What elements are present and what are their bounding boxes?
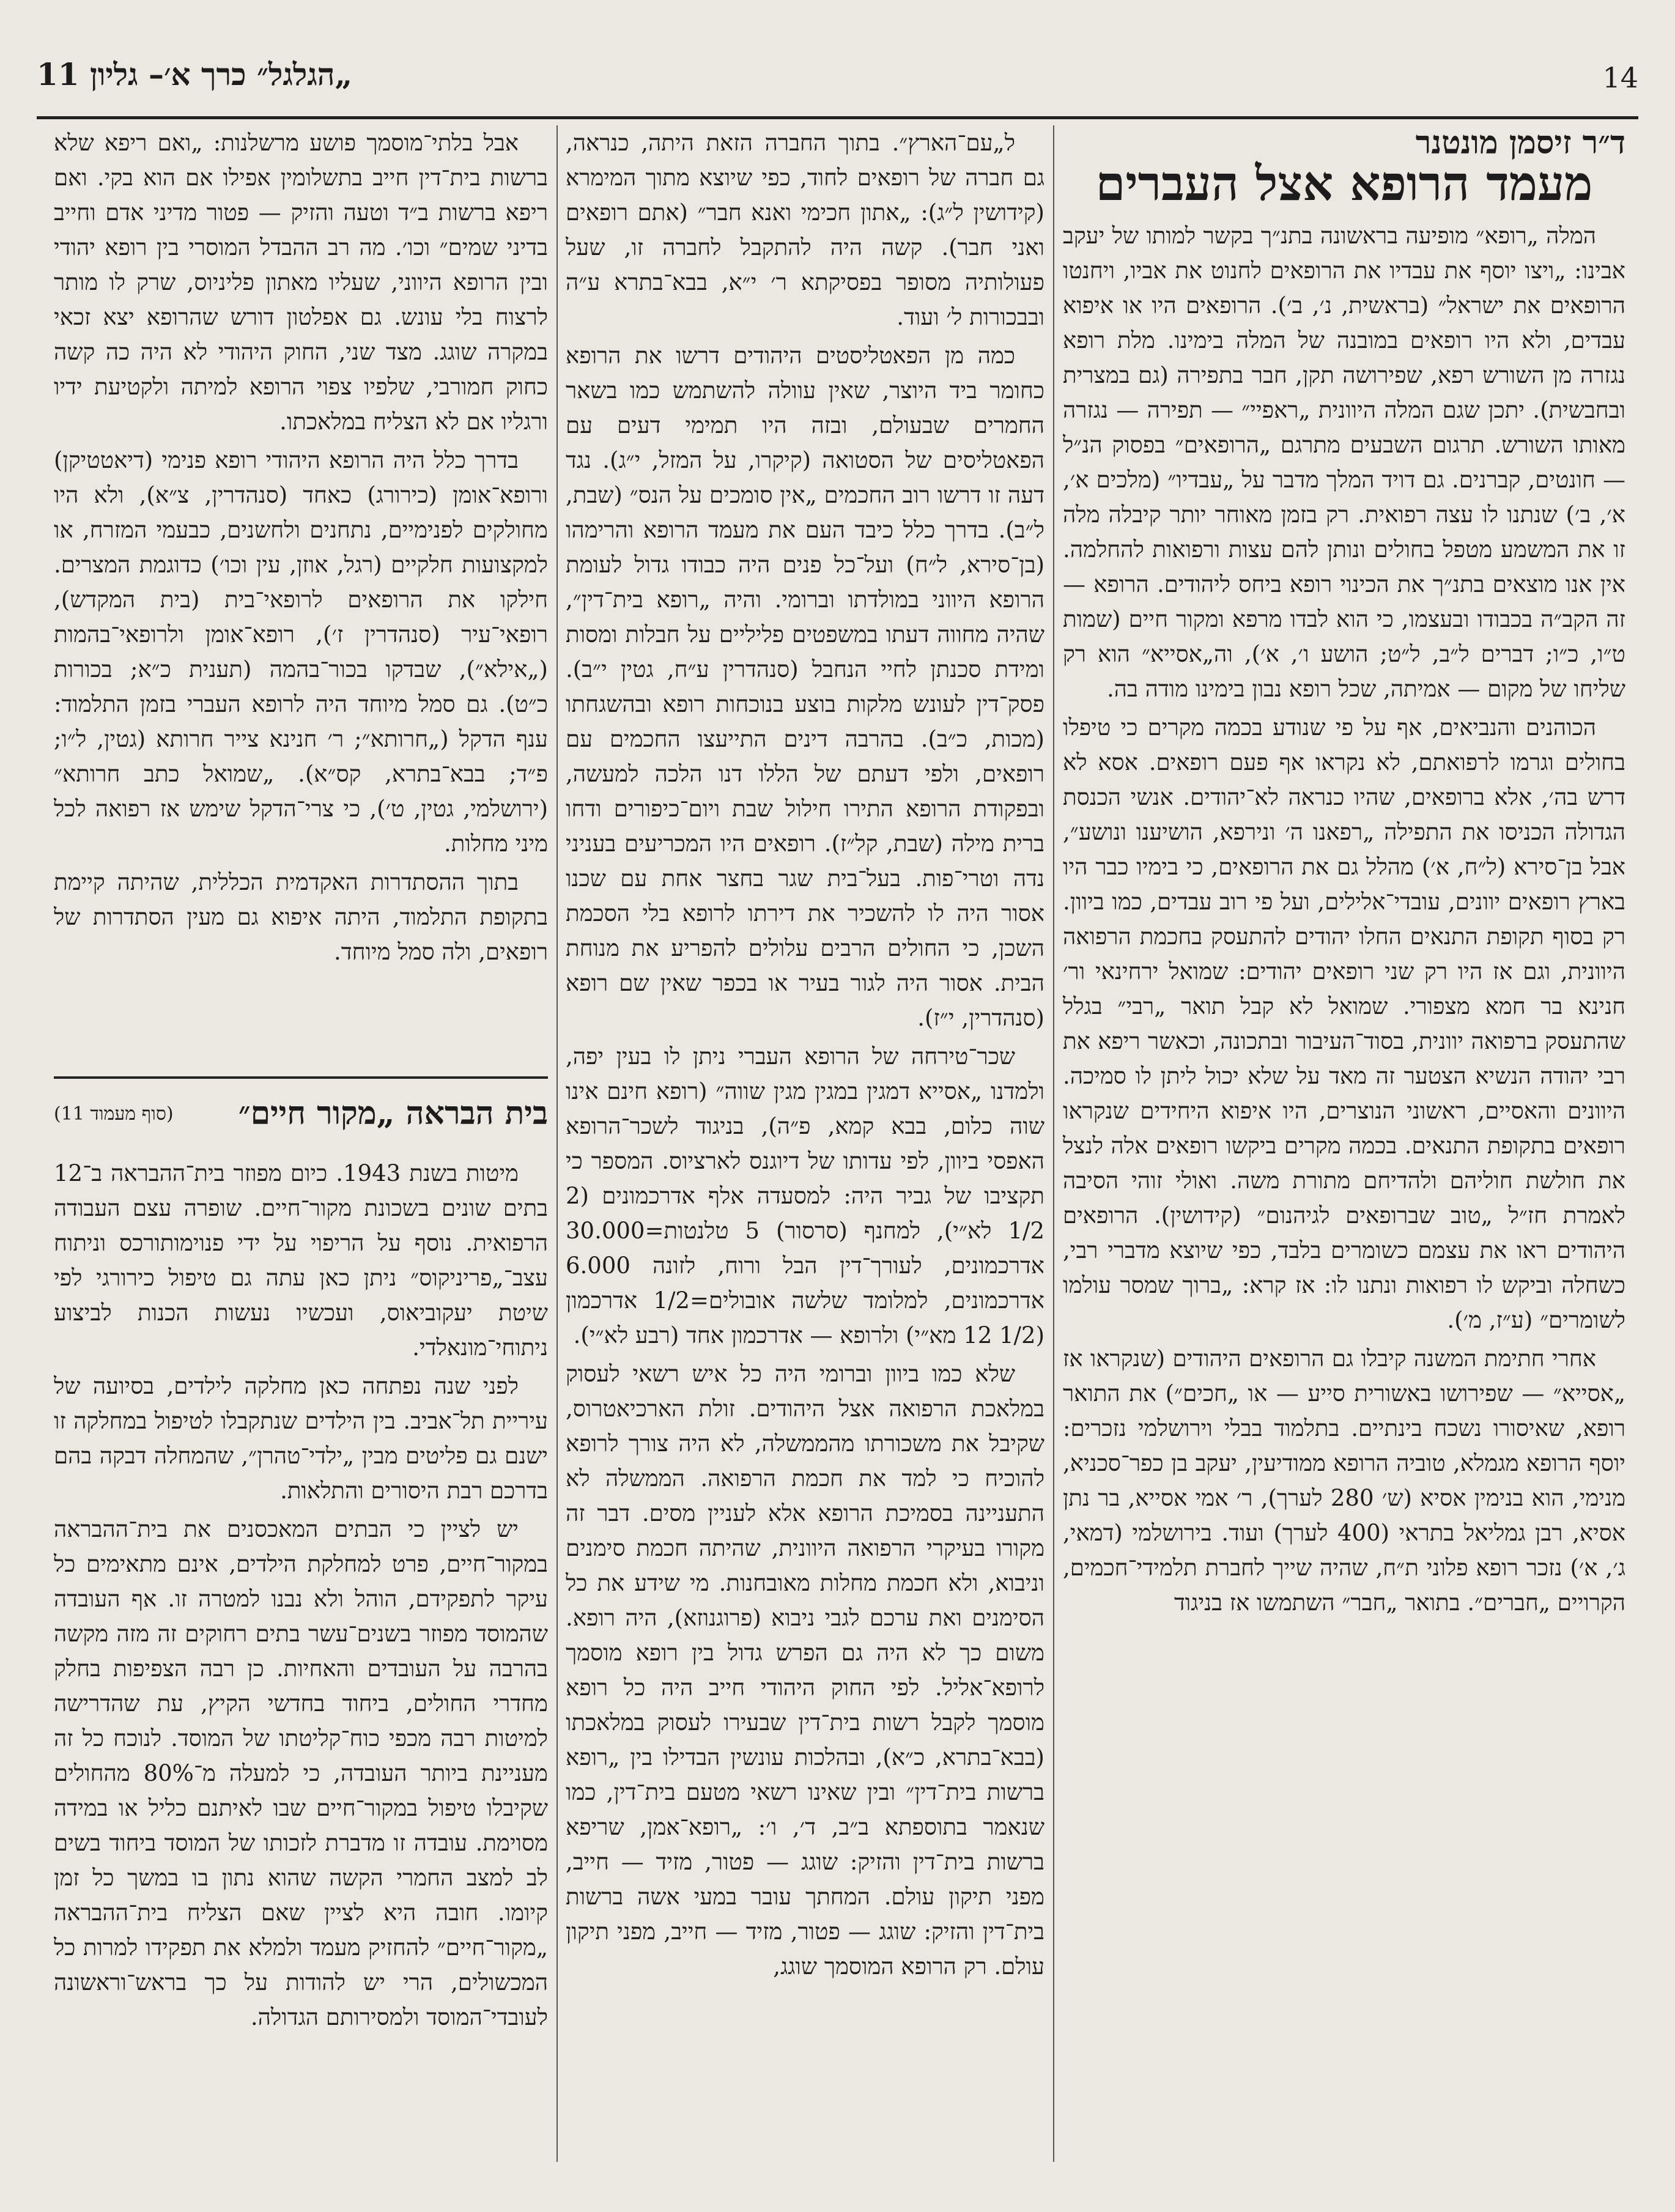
sidebar-paragraph: מיטות בשנת 1943. כיום מפוזר בית־ההבראה ב־12 בתים שונים בשכונת מקור־חיים. שופרה עצם העבודה הרפואית. נוסף על הריפוי על ידי פנוימותורכס וניתוח עצב־„פריניקוס״ ניתן כאן עתה גם טיפול כירורגי לפי שיטת יעקוביאוס, ועכשיו נעשות הכנות לביצוע ניתוחי־מונאלדי.: [54, 1160, 548, 1361]
page-number: 14: [1602, 61, 1638, 94]
article-paragraph: שלא כמו ביוון וברומי היה כל איש רשאי לעסוק במלאכת הרפואה אצל היהודים. זולת הארכיאטרוס, שקיבל את משכורתו מהממשלה, לא היה צורך לרופא להוכיח כי למד את חכמת הרפואה. הממשלה לא התעניינה בסמיכת הרופא אלא לעניין מסים. דבר זה מקורו בעיקרי הרפואה היוונית, שהיתה חכמת סימנים וניבוא, ולא חכמת מחלות מאובחנות. מי שידע את כל הסימנים ואת ערכם לגבי ניבוא (פרוגנוזא), היה רופא. משום כך לא היה גם הפרש גדול בין רופא מוסמך לרופא־אליל. לפי החוק היהודי חייב היה כל רופא מוסמך לקבל רשות בית־דין שבעירו לעסוק במלאכתו (בבא־בתרא, כ״א), ובהלכות עונשין הבדילו בין „רופא ברשות בית־דין״ ובין שאינו רשאי מטעם בית־דין, כמו שנאמר בתוספתא ב״ב, ד׳, ו׳: „רופא־אמן, שריפא ברשות בית־דין והזיק: שוגג — פטור, מזיד — חייב, מפני תיקון עולם. המחתך עובר במעי אשה ברשות בית־דין והזיק: שוגג — פטור, מזיד — חייב, מפני תיקון עולם. רק הרופא המוסמך שוגג,: [566, 1361, 1045, 1980]
article-paragraph: אחרי חתימת המשנה קיבלו גם הרופאים היהודים (שנקראו אז „אסייא״ — שפירושו באשורית סייע — או „חכים״) את התואר רופא, שאיסורו נשכח בינתיים. בתלמוד בבלי וירושלמי נזכרים: יוסף הרופא מגמלא, טוביה הרופא ממודיעין, יעקב בן כפר־סכניא, מנימי, הוא בנימין אסיא (ש׳ 280 לערך), ר׳ אמי אסייא, בר נתן אסיא, רבן גמליאל בתראי (400 לערך) ועוד. בירושלמי (דמאי, ג׳, א׳) נזכר רופא פלוני ת״ח, שהיה שייך לחברת תלמידי־חכמים, הקרויים „חברים״. בתואר „חבר״ השתמשו אז בניגוד: [1063, 1345, 1625, 1616]
sidebar-title: בית הבראה „מקור חיים״: [238, 1095, 548, 1132]
article-column-2: [566, 125, 1045, 2168]
sidebar-header: [54, 1095, 548, 1144]
article-paragraph: שכר־טירחה של הרופא העברי ניתן לו בעין יפה, ולמדנו „אסייא דמגין במגין מגין שווה״ (רופא חינם אינו שוה כלום, בבא קמא, פ״ה), בניגוד לשכר־הרופא האפסי ביוון, לפי עדותו של דיוגנס לארציוס. המספר כי תקציבו של גביר היה: למסעדה אלף אדרכמונים (2 1/2 לא״י), למחנף (סרסור) 5 טלנטות=30.000 אדרכמונים, לעורך־דין הבל ורוח, לזונה 6.000 אדרכמונים, למלומד שלשה אובולים=1/2 אדרכמון (1/2 12 מא״י) ולרופא — אדרכמון אחד (רבע לא״י).: [566, 1043, 1045, 1348]
article-paragraph: ל„עם־הארץ״. בתוך החברה הזאת היתה, כנראה, גם חברה של רופאים לחוד, כפי שיוצא מתוך המימרא (קידושין ל״ג): „אתון חכימי ואנא חבר״ (אתם רופאים ואני חבר). קשה היה להתקבל לחברה זו, שעל פעולותיה מסופר בפסיקתא ר׳ י״א, בבא־בתרא ע״ה ובבכורות ל׳ ועוד.: [566, 130, 1045, 330]
sidebar-article: [54, 1156, 548, 2171]
column-divider: [556, 125, 558, 2162]
continued-note: (סוף מעמוד 11): [54, 1103, 174, 1125]
article-column-1: [1063, 125, 1625, 2168]
page-header: [37, 49, 1638, 119]
sidebar-paragraph: יש לציין כי הבתים המאכסנים את בית־ההבראה במקור־חיים, פרט למחלקת הילדים, אינם מתאימים כל עיקר לתפקידם, הוהל ולא נבנו למטרה זו. אף העובדה שהמוסד מפוזר בשנים־עשר בתים רחוקים זה מזה מקשה בהרבה על העובדים והאחיות. כן רבה הצפיפות בחלק מחדרי החולים, ביחוד בחדשי הקיץ, עת שהדרישה למיטות רבה מכפי כוח־קליטתו של המוסד. לנוכח כל זה מעניינת ביותר העובדה, כי למעלה מ־80% מהחולים שקיבלו טיפול במקור־חיים שבו לאיתנם כליל או במידה מסוימת. עובדה זו מדברת לזכותו של המוסד ביחוד בשים לב למצב החמרי הקשה שהוא נתון בו במשך כל זמן קיומו. חובה היא לציין שאם הצליח בית־ההבראה „מקור־חיים״ להחזיק מעמד ולמלא את תפקידו למרות כל המכשולים, הרי יש להודות על כך בראש־וראשונה לעובדי־המוסד ולמסירותם הגדולה.: [54, 1516, 548, 2030]
article-paragraph: הכוהנים והנביאים, אף על פי שנודע בכמה מקרים כי טיפלו בחולים וגרמו לרפואתם, לא נקראו אף פעם רופאים. אסא לא דרש בה׳, אלא ברופאים, שהיו כנראה לא־יהודים. אנשי הכנסת הגדולה הכניסו את התפילה „רפאנו ה׳ ונירפא, הושיענו ונושע״, אבל בן־סירא (ל״ח, א׳) מהלל גם את הרופאים, כי בימיו כבר היו בארץ רופאים יוונים, עובדי־אלילים, ועל פי רוב עבדים, כמו ביוון. רק בסוף תקופת התנאים החלו יהודים להתעסק בחכמת הרפואה היוונית, וגם אז היו רק שני רופאים יהודים: שמואל ירחינאי ור׳ חנינא בר חמא מצפורי. שמואל לא קבל תואר „רבי״ בגלל שהתעסק ברפואה יוונית, בסוד־העיבור ובתכונה, וכאשר ריפא את רבי יהודה הנשיא הצטער זה מאד על שלא יכול ליתן לו סמיכה. היוונים והאסיים, ראשוני הנוצרים, היו איפוא היחידים שנקראו רופאים בתקופת התנאים. בכמה מקרים ביקשו רופאים אלה לנצל את חולשת חוליהם ולהדיחם מתורת משה. ואולי זוהי הסיבה לאמרת חז״ל „טוב שברופאים לגיהנום״ (קידושין). הרופאים היהודים ראו את עצמם כשומרים בלבד, כפי שיוצא מדברי רבי, כשחלה וביקש לו רפואות ונתנו לו: אז קרא: „ברוך שמסר עולמו לשומרים״ (ע״ז, מ׳).: [1063, 714, 1625, 1333]
article-title: מעמד הרופא אצל העברים: [1095, 156, 1593, 212]
article-paragraph: אבל בלתי־מוסמך פושע מרשלנות: „ואם ריפא שלא ברשות בית־דין חייב בתשלומין אפילו אם הוא בקי. ואם ריפא ברשות ב״ד וטעה והזיק — פטור מדיני אדם וחייב בדיני שמים״ וכו׳. מה רב ההבדל המוסרי בין רופא יהודי ובין הרופא היווני, שעליו מאתון פליניוס, שרק לו מותר לרצוח בלי עונש. גם אפלטון דורש שהרופא יצא זכאי במקרה שוגג. מצד שני, החוק היהודי לא היה כה קשה כחוק חמורבי, שלפיו צפוי הרופא למיתה ולקטיעת ידיו ורגליו אם לא הצליח במלאכתו.: [54, 130, 548, 435]
section-divider: [54, 1076, 548, 1079]
article-paragraph: המלה „רופא״ מופיעה בראשונה בתנ״ך בקשר למותו של יעקב אבינו: „ויצו יוסף את עבדיו את הרופאים לחנוט את אביו, ויחנטו הרופאים את ישראל״ (בראשית, נ׳, ב׳). הרופאים היו או איפוא עבדים, ולא היו רופאים במובנה של המלה בימינו. מלת רופא נגזרה מן השורש רפא, שפירושה תקן, חבר בתפירה (גם במצרית ובחבשית). יתכן שגם המלה היוונית „ראפיי״ — תפירה — נגזרה מאותו השורש. תרגום השבעים מתרגם „הרופאים״ בפסוק הנ״ל — חונטים, קברנים. גם דויד המלך מדבר על „עבדיו״ (מלכים א׳, א׳, ב׳) שנתנו לו עצה רפואית. רק בזמן מאוחר יותר קיבלה מלה זו את המשמע מטפל בחולים ונותן להם עצות ורפואות להחלמה. אין אנו מוצאים בתנ״ך את הכינוי רופא ביחס ליהודים. הרופא — זה הקב״ה בכבודו ובעצמו, כי הוא לבדו מרפא ומקור חיים (שמות ט״ו, כ״ו; דברים ל״ב, ל״ט; הושע ו׳, א׳), וה„אסייא״ הוא רק שליחו של מקום — אמיתה, שכל רופא נבון בימינו מודה בה.: [1063, 223, 1625, 702]
running-title: „הגלגל״ כרך א׳– גליון 11: [37, 56, 353, 92]
article-author: ד״ר זיסמן מונטנר: [1415, 125, 1625, 161]
article-paragraph: בתוך ההסתדרות האקדמית הכללית, שהיתה קיימת בתקופת התלמוד, היתה איפוא גם מעין הסתדרות של רופאים, ולה סמל מיוחד.: [54, 869, 548, 965]
column-divider: [1053, 125, 1054, 2162]
article-paragraph: בדרך כלל היה הרופא היהודי רופא פנימי (דיאטטיקן) ורופא־אומן (כירורג) כאחד (סנהדרין, צ״א), ולא היו מחולקים לפנימיים, נתחנים ולחשנים, כבעמי המזרח, או למקצועות חלקיים (רגל, אוזן, עין וכו׳) כדוגמת המצרים. חילקו את הרופאים לרופאי־בית (בית המקדש), רופאי־עיר (סנהדרין ז׳), רופא־אומן ולרופאי־בהמות („אילא״), שבדקו בכור־בהמה (תענית כ״א; בכורות כ״ט). גם סמל מיוחד היה לרופא העברי בזמן התלמוד: ענף הדקל („חרותא״; ר׳ חנינא צייר חרותא (גטין, ל״ו; פ״ד; בבא־בתרא, קס״א). „שמואל כתב חרותא״ (ירושלמי, גטין, ט׳), כי צרי־הדקל שימש אז רפואה לכל מיני מחלות.: [54, 447, 548, 857]
sidebar-paragraph: לפני שנה נפתחה כאן מחלקה לילדים, בסיועה של עיריית תל־אביב. בין הילדים שנתקבלו לטיפול במחלקה זו ישנם גם פליטים מבין „ילדי־טהרן״, שהמחלה דבקה בהם בדרכם רבת היסורים והתלאות.: [54, 1373, 548, 1504]
article-paragraph: כמה מן הפאטליסטים היהודים דרשו את הרופא כחומר ביד היוצר, שאין עוולה להשתמש כמו בשאר החמרים שבעולם, ובזה היו תמימי דעים עם הפאטליסים של הסטואה (קיקרו, על המזל, י״ג). נגד דעה זו דרשו רוב החכמים „אין סומכים על הנס״ (שבת, ל״ב). בדרך כלל כיבד העם את מעמד הרופא והרימהו (בן־סירא, ל״ח) ועל־כל פנים היה כבודו גדול לעומת הרופא היווני במולדתו וברומי. והיה „רופא בית־דין״, שהיה מחווה דעתו במשפטים פליליים על חבלות ומסות ומידת סכנתן לחיי הנחבל (סנהדרין ע״ח, גטין י״ב). פסק־דין לעונש מלקות בוצע בנוכחות רופא ובהשגחתו (מכות, כ״ב). בהרבה דינים התייעצו החכמים עם רופאים, ולפי דעתם של הללו דנו הלכה למעשה, ובפקודת הרופא התירו חילול שבת ויום־כיפורים ודחו ברית מילה (שבת, קל״ז). רופאים היו המכריעים בעניני נדה וטרי־פות. בעל־בית שגר בחצר אחת עם שכנו אסור היה לו להשכיר את דירתו לרופא בלי הסכמת השכן, כי החולים הרבים עלולים להפריע את מנוחת הבית. אסור היה לגור בעיר או בכפר שאין שם רופא (סנהדרין, י״ז).: [566, 342, 1045, 1031]
article-column-3: [54, 125, 548, 1067]
